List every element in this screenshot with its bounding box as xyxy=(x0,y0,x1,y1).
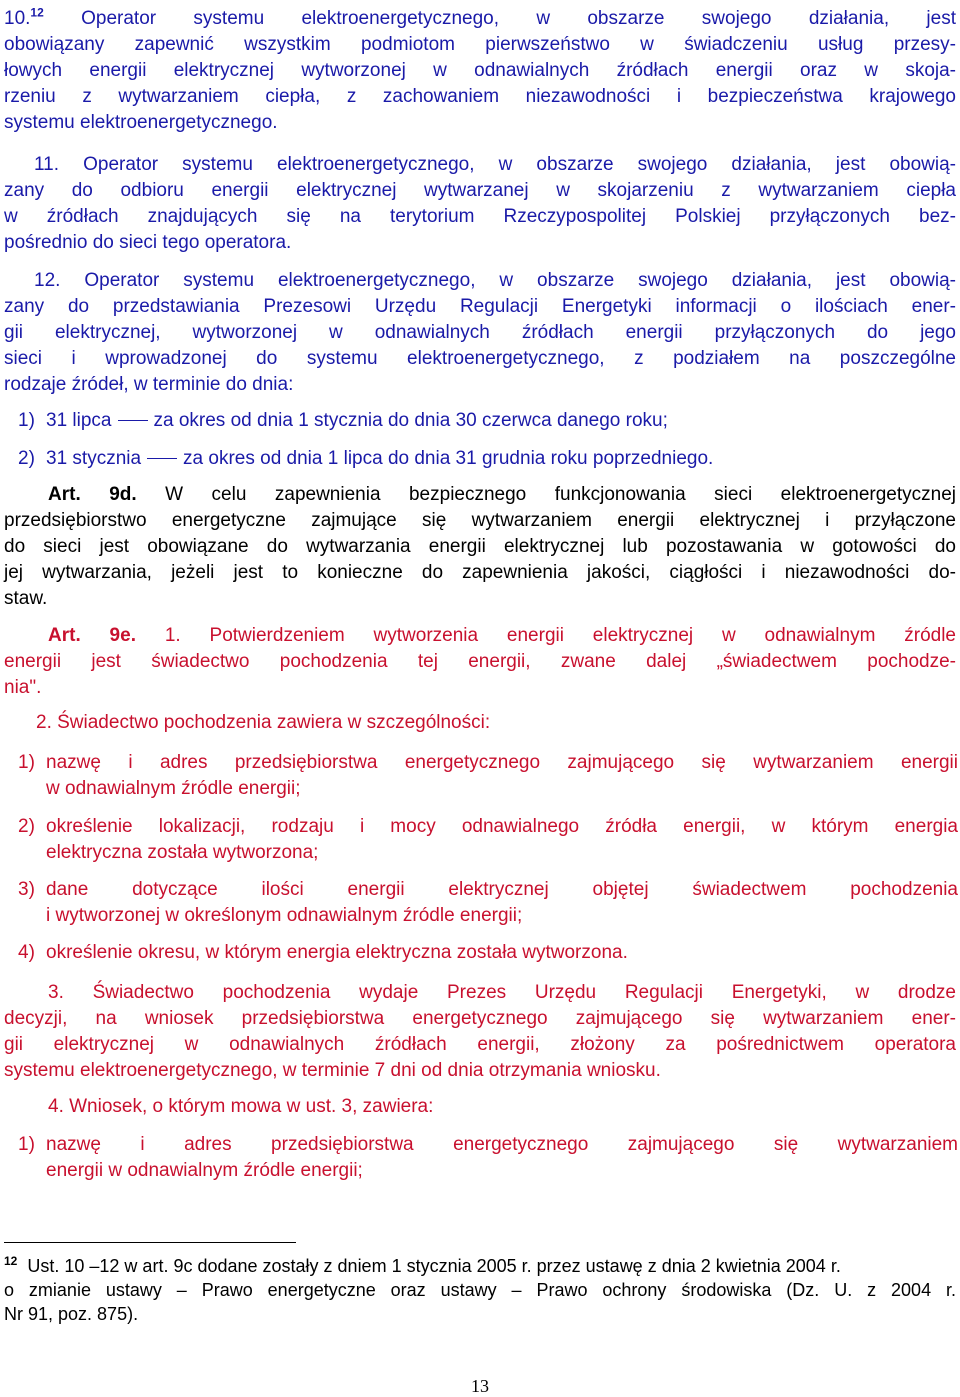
paragraph-11-line-3: w źródłach znajdujących się na terytorium Rzeczypospolitej Polskiej przyłączonych bez- xyxy=(4,206,956,227)
paragraph-12-line-4: sieci i wprowadzonej do systemu elektroenergetycznego, z podziałem na poszczególne xyxy=(4,348,956,369)
footnote-marker: 12 xyxy=(4,1254,18,1268)
article-9d-line-4: jej wytwarzania, jeżeli jest to konieczne do zapewnienia jakości, ciągłości i niezawodności do- xyxy=(4,562,956,583)
paragraph-12-line-1: 12. Operator systemu elektroenergetycznego, w obszarze swojego działania, jest obowią- xyxy=(34,270,956,291)
paragraph-11-line-2: zany do odbioru energii elektrycznej wytwarzanej w skojarzeniu z wytwarzaniem ciepła xyxy=(4,180,956,201)
article-9d-line-2: przedsiębiorstwo energetyczne zajmujące się wytwarzaniem energii elektrycznej i przyłączone xyxy=(4,510,956,531)
em-dash xyxy=(118,420,148,421)
article-9e xyxy=(4,623,956,701)
article-9e-label: Art. 9e. xyxy=(48,625,136,646)
paragraph-12-number: 12. xyxy=(34,270,61,291)
paragraph-11 xyxy=(4,152,956,256)
footnote-separator xyxy=(4,1242,296,1243)
article-9d-line-5: staw. xyxy=(4,588,48,609)
page-number: 13 xyxy=(471,1376,489,1396)
paragraph-11-line-1: 11. Operator systemu elektroenergetycznego, w obszarze swojego działania, jest obowią- xyxy=(34,154,956,175)
em-dash xyxy=(147,458,177,459)
paragraph-12-line-2: zany do przedstawiania Prezesowi Urzędu Regulacji Energetyki informacji o ilościach ener- xyxy=(4,296,956,317)
article-9e-line-1: Art. 9e. 1. Potwierdzeniem wytworzenia energii elektrycznej w odnawialnym źródle xyxy=(48,625,956,646)
paragraph-11-line-4: pośrednio do sieci tego operatora. xyxy=(4,232,292,253)
article-9d xyxy=(4,482,956,612)
article-9d-line-1: Art. 9d. W celu zapewnienia bezpiecznego funkcjonowania sieci elektroenergetycznej xyxy=(48,484,956,505)
paragraph-12-line-3: gii elektrycznej, wytworzonej w odnawialnych źródłach energii przyłączonych do jego xyxy=(4,322,956,343)
paragraph-10-line-4: rzeniu z wytwarzaniem ciepła, z zachowaniem niezawodności i bezpieczeństwa krajowego xyxy=(4,86,956,107)
article-9d-line-3: do sieci jest obowiązane do wytwarzania energii elektrycznej lub pozostawania w gotowości do xyxy=(4,536,956,557)
article-9e-section-2: 2. Świadectwo pochodzenia zawiera w szczególności: xyxy=(36,712,491,733)
paragraph-10-line-5: systemu elektroenergetycznego. xyxy=(4,112,278,133)
paragraph-10 xyxy=(4,6,956,136)
article-9e-line-2: energii jest świadectwo pochodzenia tej energii, zwane dalej „świadectwem pochodze- xyxy=(4,651,956,672)
paragraph-12-line-5: rodzaje źródeł, w terminie do dnia: xyxy=(4,374,294,395)
paragraph-12 xyxy=(4,268,956,398)
article-9e-section-3: 3. Świadectwo pochodzenia wydaje Prezes Urzędu Regulacji Energetyki, w drodze decyzji, na wniosek przedsiębiorstwa energetycznego zajmującego się wytwarzaniem ener- gii elektrycznej w odnawialnych źródłach energii, złożony za pośrednictwem operatora systemu elektroenergetycznego, w terminie 7 dni od dnia otrzymania wniosku. xyxy=(4,982,956,1081)
paragraph-10-line-2: obowiązany zapewnić wszystkim podmiotom pierwszeństwo w świadczeniu usług przesy- xyxy=(4,34,956,55)
paragraph-10-line-3: łowych energii elektrycznej wytworzonej w odnawialnych źródłach energii oraz w skoja- xyxy=(4,60,956,81)
paragraph-10-line-1: 10.12 Operator systemu elektroenergetycznego, w obszarze swojego działania, jest xyxy=(4,5,956,29)
paragraph-11-number: 11. xyxy=(34,154,60,175)
article-9d-label: Art. 9d. xyxy=(48,484,137,505)
paragraph-10-number: 10. xyxy=(4,8,31,29)
footnote-12: $^{12}$ Ust. 10 –12 w art. 9c dodane zostały z dniem 1 stycznia 2005 r. przez ustawę z dnia 2 kwietnia 2004 r. o zmianie ustawy – Prawo energetyczne oraz ustawy – Prawo ochrony środowiska (Dz. U. z 2004 r. Nr 91, poz. 875). xyxy=(4,1254,956,1324)
article-9e-section-4: 4. Wniosek, o którym mowa w ust. 3, zawiera: xyxy=(48,1096,434,1117)
article-9e-line-3: nia". xyxy=(4,677,42,698)
footnote-ref-12[interactable]: 12 xyxy=(30,5,44,20)
document-page: 10.12 Operator systemu elektroenergetycznego, w obszarze swojego działania, jest obowiązany zapewnić wszystkim podmiotom pierwszeństwo w świadczeniu usług przesy- łowych energii elektrycznej wytworzonej w odnawialnych źródłach energii oraz w skoja- rzeniu z wytwarzaniem ciepła, z zachowaniem niezawodności i bezpieczeństwa krajowego systemu elektroenergetycznego. 11. Operator systemu elektroenergetycznego, w obszarze swojego działania, jest obowią- zany do odbioru energii elektrycznej wytwarzanej w skojarzeniu z wytwarzaniem ciepła w źródłach znajdujących się na terytorium Rzeczypospolitej Polskiej przyłączonych bez- pośrednio do sieci tego operatora. 12. Operator systemu elektroenergetycznego, w obszarze swojego działania, jest obowią- zany do przedstawiania Prezesowi Urzędu Regulacji Energetyki informacji o ilościach ener- gii elektrycznej, wytworzonej w odnawialnych źródłach energii przyłączonych do jego sieci i wprowadzonej do systemu elektroenergetycznego, z podziałem na poszczególne rodzaje źródeł, w terminie do dnia: 1) 31 lipca za okres od dnia 1 stycznia do dnia 30 czerwca danego roku; 2) 31 stycznia za okres od dnia 1 lipca do dnia 31 grudnia roku poprzedniego. Art. 9d. W celu zapewnienia bezpiecznego funkcjonowania sieci elektroenergetycznej przedsiębiorstwo energetyczne zajmujące się wytwarzaniem energii elektrycznej i przyłączone do sieci jest obowiązane do wytwarzania energii elektrycznej lub pozostawania w gotowości do jej wytwarzania, jeżeli jest to konieczne do zapewnienia jakości, ciągłości i niezawodności do- staw. Art. 9e. 1. Potwierdzeniem wytworzenia energii elektrycznej w odnawialnym źródle energii jest świadectwo pochodzenia tej energii, zwane dalej „świadectwem pochodze- nia". 2. Świadectwo pochodzenia zawiera w szczególności: 1) nazwę i adres przedsiębiorstwa energetycznego zajmującego się wytwarzaniem energii w odnawialnym źródle energii; 2) określenie lokalizacji, rodzaju i mocy odnawialnego źródła energii, w którym energia elektryczna została wytworzona; 3) dane dotyczące ilości energii elektrycznej objętej świadectwem pochodzenia i wytworzonej w określonym odnawialnym źródle energii; 4) określenie okresu, w którym energia elektryczna została wytworzona. 3. Świadectwo pochodzenia wydaje Prezes Urzędu Regulacji Energetyki, w drodze decyzji, na wniosek przedsiębiorstwa energetycznego zajmującego się wytwarzaniem ener- gii elektrycznej w odnawialnych źródłach energii, złożony za pośrednictwem operatora systemu elektroenergetycznego, w terminie 7 dni od dnia otrzymania wniosku. 4. Wniosek, o którym mowa w ust. 3, zawiera: 1) nazwę i adres przedsiębiorstwa energetycznego zajmującego się wytwarzaniem energii w odnawialnym źródle energii; $^{12}$ Ust. 10 –12 w art. 9c dodane zostały z dniem 1 stycznia 2005 r. przez ustawę z dnia 2 kwietnia 2004 r. o zmianie ustawy – Prawo energetyczne oraz ustawy – Prawo ochrony środowiska (Dz. U. z 2004 r. Nr 91, poz. 875). 13 xyxy=(0,0,960,1396)
